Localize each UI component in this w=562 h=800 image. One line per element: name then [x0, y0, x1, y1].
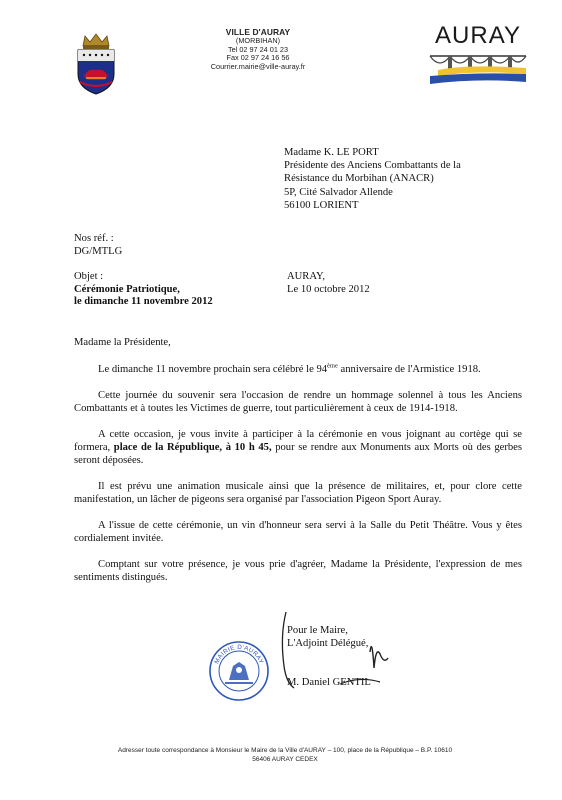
- ordinal-suffix: ème: [327, 362, 338, 370]
- handwritten-signature-icon: [280, 606, 390, 696]
- stamp-text: MAIRIE D'AURAY: [213, 643, 265, 666]
- letterhead: [196, 28, 320, 72]
- footer-city: 56406 AURAY CEDEX: [252, 756, 318, 763]
- paragraph: Il est prévu une animation musicale ainsi que la présence de militaires, et, pour clore cette manifestation, un lâcher de pigeons sera organisé par l'association Pigeon Sport Auray.: [74, 481, 522, 505]
- paragraph-text: pour se rendre aux Monuments aux Morts où des gerbes seront déposées.: [74, 442, 522, 466]
- references-label: Nos réf. :: [74, 233, 114, 244]
- footer: [60, 746, 510, 764]
- letterhead-department: (MORBIHAN): [235, 35, 281, 45]
- official-stamp: [208, 640, 270, 702]
- recipient-line: Résistance du Morbihan (ANACR): [284, 173, 434, 185]
- town-crest-icon: [74, 30, 118, 96]
- place-date: [287, 271, 370, 296]
- recipient-line: Présidente des Anciens Combattants de la: [284, 160, 461, 172]
- references: [74, 232, 122, 258]
- bridge-icon: [428, 50, 528, 88]
- subject-line: le dimanche 11 novembre 2012: [74, 296, 213, 308]
- references-value: DG/MTLG: [74, 246, 123, 257]
- recipient-address: [284, 146, 461, 212]
- auray-logo: [428, 22, 528, 88]
- salutation: Madame la Présidente,: [74, 337, 171, 348]
- paragraph: [74, 428, 522, 467]
- signature-title: L'Adjoint Délégué,: [287, 638, 369, 650]
- signature-title: Pour le Maire,: [287, 625, 348, 636]
- letterhead-fax: Fax 02 97 24 16 56: [226, 53, 290, 63]
- footer-address: Adresser toute correspondance à Monsieur le Maire de la Ville d'AURAY – 100, place de la République – B.P. 10610: [117, 747, 453, 754]
- paragraph-text: A cette occasion, je vous invite à participer à la cérémonie en vous joignant au cortège qui se formera,: [74, 429, 522, 453]
- letter-body: [74, 336, 522, 597]
- recipient-line: Madame K. LE PORT: [284, 147, 379, 158]
- subject-block: [74, 271, 213, 309]
- subject-line: Cérémonie Patriotique,: [74, 283, 180, 295]
- meeting-place: place de la République, à 10 h 45,: [113, 442, 272, 453]
- recipient-line: 56100 LORIENT: [284, 199, 359, 211]
- letterhead-town: VILLE D'AURAY: [225, 27, 291, 37]
- signature-name: M. Daniel GENTIL: [287, 677, 371, 689]
- paragraph: Cette journée du souvenir sera l'occasion de rendre un hommage solennel à tous les Anciens Combattants et à toutes les Victimes de guerre, tout particulièrement à ceux de 1914-1918.: [74, 390, 522, 414]
- place: AURAY,: [287, 271, 325, 282]
- paragraph-text: Le dimanche 11 novembre prochain sera célébré le 94: [98, 364, 328, 375]
- paragraph: A l'issue de cette cérémonie, un vin d'honneur sera servi à la Salle du Petit Théâtre. Vous y êtes cordialement invitée.: [74, 520, 522, 544]
- paragraph: [74, 363, 522, 376]
- letterhead-email: Courrier.mairie@ville-auray.fr: [210, 62, 306, 72]
- recipient-line: 5P, Cité Salvador Allende: [284, 186, 393, 198]
- svg-text:MAIRIE D'AURAY: [213, 644, 264, 665]
- paragraph: Comptant sur votre présence, je vous prie d'agréer, Madame la Présidente, l'expression de mes sentiments distingués.: [74, 559, 522, 583]
- auray-logo-text: AURAY: [435, 22, 521, 49]
- date: Le 10 octobre 2012: [287, 283, 370, 295]
- subject-label: Objet :: [74, 271, 104, 282]
- paragraph-text: anniversaire de l'Armistice 1918.: [337, 364, 481, 375]
- letterhead-tel: Tel 02 97 24 01 23: [227, 44, 289, 54]
